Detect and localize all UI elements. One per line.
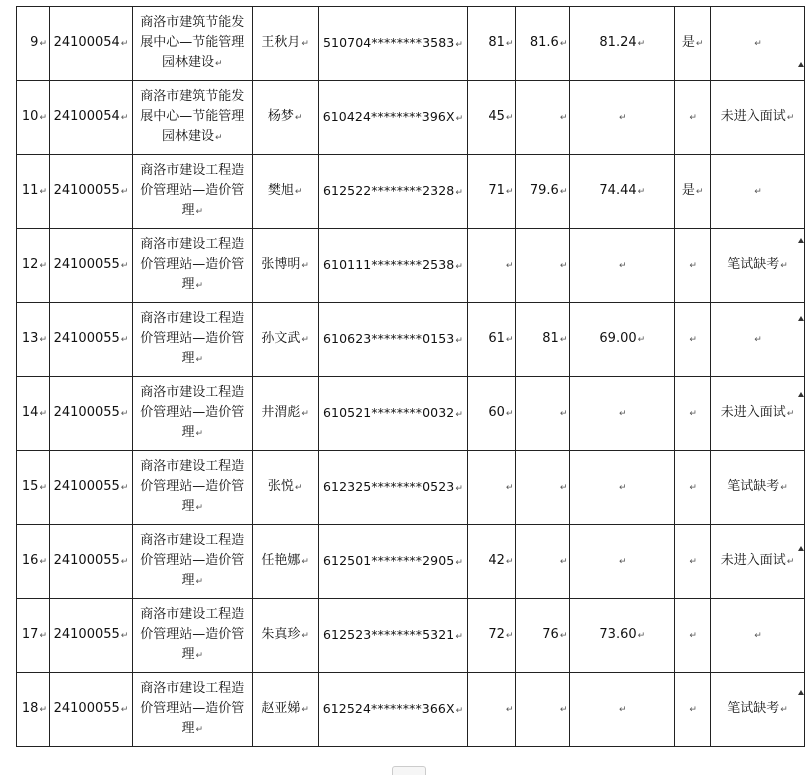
paragraph-mark-icon: ↵: [195, 577, 204, 587]
paragraph-mark-icon: ↵: [637, 631, 646, 641]
id-cell: [318, 7, 468, 81]
paragraph-mark-icon: ↵: [294, 483, 303, 493]
unit-text: 商洛市建设工程造价管理站—造价管理: [140, 385, 245, 440]
paragraph-mark-icon: ↵: [619, 705, 627, 715]
physical-cell: [675, 81, 711, 155]
written-score-text: 71: [488, 183, 505, 198]
id-cell: [318, 673, 468, 747]
paragraph-mark-icon: ↵: [455, 187, 463, 198]
id-text: 610111********2538: [323, 256, 455, 272]
paragraph-mark-icon: ↵: [39, 39, 47, 49]
written-score-text: 45: [488, 109, 505, 124]
paragraph-marker-icon: [798, 62, 804, 67]
interview-score-cell: [516, 303, 570, 377]
paragraph-mark-icon: ↵: [301, 631, 309, 641]
paragraph-mark-icon: ↵: [455, 557, 463, 568]
written-score-text: 61: [488, 331, 505, 346]
code-cell: [49, 81, 132, 155]
id-cell: [318, 229, 468, 303]
note-text: 笔试缺考: [727, 479, 780, 494]
paragraph-mark-icon: ↵: [689, 705, 697, 715]
note-text: 未进入面试: [720, 553, 786, 568]
table-row: [17, 525, 805, 599]
code-text: 24100055: [53, 479, 120, 494]
paragraph-mark-icon: ↵: [754, 335, 762, 345]
code-cell: [49, 377, 132, 451]
seq-cell: [17, 377, 50, 451]
interview-score-text: 81: [542, 331, 559, 346]
paragraph-mark-icon: ↵: [39, 335, 47, 345]
paragraph-mark-icon: ↵: [120, 409, 129, 419]
seq-text: 12: [21, 257, 39, 272]
note-text: 笔试缺考: [727, 257, 780, 272]
written-score-cell: [468, 155, 516, 229]
total-score-cell: [570, 599, 675, 673]
table-row: [17, 673, 805, 747]
paragraph-mark-icon: ↵: [195, 651, 204, 661]
paragraph-mark-icon: ↵: [689, 483, 697, 493]
unit-cell: [132, 525, 252, 599]
paragraph-mark-icon: ↵: [195, 503, 204, 513]
name-text: 朱真珍: [261, 627, 301, 642]
interview-score-cell: [516, 7, 570, 81]
name-text: 井渭彪: [261, 405, 301, 420]
paragraph-mark-icon: ↵: [619, 557, 627, 567]
code-cell: [49, 525, 132, 599]
table-row: [17, 599, 805, 673]
paragraph-mark-icon: ↵: [780, 261, 788, 271]
paragraph-mark-icon: ↵: [505, 113, 514, 123]
id-text: 610623********0153: [323, 330, 455, 346]
paragraph-mark-icon: ↵: [505, 705, 514, 715]
name-cell: [252, 155, 318, 229]
paragraph-mark-icon: ↵: [120, 631, 129, 641]
paragraph-mark-icon: ↵: [39, 409, 47, 419]
total-score-cell: [570, 377, 675, 451]
unit-text: 商洛市建设工程造价管理站—造价管理: [140, 533, 245, 588]
seq-text: 18: [21, 701, 39, 716]
seq-text: 10: [21, 109, 39, 124]
code-text: 24100055: [53, 257, 120, 272]
total-score-cell: [570, 229, 675, 303]
paragraph-mark-icon: ↵: [294, 187, 303, 197]
paragraph-mark-icon: ↵: [195, 725, 204, 735]
name-cell: [252, 81, 318, 155]
name-cell: [252, 525, 318, 599]
unit-cell: [132, 303, 252, 377]
written-score-text: 72: [488, 627, 505, 642]
paragraph-mark-icon: ↵: [120, 335, 129, 345]
paragraph-mark-icon: ↵: [215, 133, 223, 143]
paragraph-mark-icon: ↵: [689, 409, 697, 419]
written-score-text: 42: [488, 553, 505, 568]
name-text: 张悦: [267, 479, 294, 494]
paragraph-mark-icon: ↵: [619, 261, 627, 271]
unit-cell: [132, 155, 252, 229]
seq-cell: [17, 599, 50, 673]
paragraph-mark-icon: ↵: [455, 335, 463, 346]
id-cell: [318, 303, 468, 377]
paragraph-mark-icon: ↵: [120, 187, 129, 197]
total-score-cell: [570, 81, 675, 155]
paragraph-mark-icon: ↵: [455, 483, 463, 494]
note-text: 笔试缺考: [727, 701, 780, 716]
written-score-cell: [468, 81, 516, 155]
paragraph-mark-icon: ↵: [120, 557, 129, 567]
id-cell: [318, 599, 468, 673]
paragraph-mark-icon: ↵: [754, 39, 762, 49]
paragraph-mark-icon: ↵: [559, 705, 568, 715]
written-score-cell: [468, 303, 516, 377]
paragraph-mark-icon: ↵: [786, 409, 795, 419]
paragraph-mark-icon: ↵: [637, 187, 646, 197]
paragraph-mark-icon: ↵: [301, 557, 309, 567]
unit-cell: [132, 451, 252, 525]
unit-cell: [132, 599, 252, 673]
paragraph-mark-icon: ↵: [637, 39, 646, 49]
paragraph-mark-icon: ↵: [505, 335, 514, 345]
written-score-text: 81: [488, 35, 505, 50]
id-cell: [318, 377, 468, 451]
physical-cell: [675, 7, 711, 81]
code-text: 24100054: [53, 109, 120, 124]
total-score-text: 81.24: [599, 35, 637, 50]
unit-text: 商洛市建设工程造价管理站—造价管理: [140, 681, 245, 736]
written-score-cell: [468, 673, 516, 747]
table-row: [17, 81, 805, 155]
id-text: 610521********0032: [323, 404, 455, 420]
interview-score-cell: [516, 229, 570, 303]
name-cell: [252, 377, 318, 451]
name-text: 张博明: [261, 257, 301, 272]
note-text: 未进入面试: [720, 109, 786, 124]
table-row: [17, 303, 805, 377]
table-row: [17, 377, 805, 451]
seq-text: 14: [21, 405, 39, 420]
note-cell: [711, 7, 805, 81]
paragraph-mark-icon: ↵: [689, 557, 697, 567]
code-cell: [49, 7, 132, 81]
unit-text: 商洛市建设工程造价管理站—造价管理: [140, 607, 245, 662]
id-text: 612325********0523: [323, 478, 455, 494]
unit-text: 商洛市建筑节能发展中心—节能管理园林建设: [140, 15, 245, 70]
paragraph-mark-icon: ↵: [505, 409, 514, 419]
total-score-text: 74.44: [599, 183, 637, 198]
paragraph-mark-icon: ↵: [455, 261, 463, 272]
name-text: 杨梦: [267, 109, 294, 124]
paragraph-marker-icon: [798, 392, 804, 397]
note-cell: [711, 229, 805, 303]
name-cell: [252, 451, 318, 525]
seq-cell: [17, 155, 50, 229]
paragraph-mark-icon: ↵: [619, 409, 627, 419]
interview-score-text: 76: [542, 627, 559, 642]
paragraph-mark-icon: ↵: [455, 39, 463, 50]
paragraph-mark-icon: ↵: [559, 113, 568, 123]
physical-cell: [675, 525, 711, 599]
id-text: 612501********2905: [323, 552, 455, 568]
written-score-cell: [468, 451, 516, 525]
paragraph-mark-icon: ↵: [689, 631, 697, 641]
unit-text: 商洛市建设工程造价管理站—造价管理: [140, 163, 245, 218]
paragraph-mark-icon: ↵: [455, 631, 463, 642]
paragraph-mark-icon: ↵: [455, 409, 463, 420]
code-cell: [49, 229, 132, 303]
paragraph-marker-icon: [798, 316, 804, 321]
interview-score-cell: [516, 451, 570, 525]
note-text: 未进入面试: [720, 405, 786, 420]
id-cell: [318, 525, 468, 599]
code-text: 24100055: [53, 331, 120, 346]
paragraph-mark-icon: ↵: [786, 113, 795, 123]
paragraph-mark-icon: ↵: [505, 557, 514, 567]
seq-text: 11: [21, 183, 39, 198]
interview-score-cell: [516, 525, 570, 599]
paragraph-mark-icon: ↵: [780, 705, 788, 715]
paragraph-marker-icon: [798, 690, 804, 695]
physical-cell: [675, 451, 711, 525]
seq-cell: [17, 81, 50, 155]
paragraph-mark-icon: ↵: [689, 113, 697, 123]
note-cell: [711, 599, 805, 673]
paragraph-mark-icon: ↵: [505, 631, 514, 641]
total-score-cell: [570, 7, 675, 81]
paragraph-mark-icon: ↵: [455, 705, 464, 716]
note-cell: [711, 81, 805, 155]
seq-cell: [17, 451, 50, 525]
written-score-cell: [468, 229, 516, 303]
table-row: [17, 451, 805, 525]
code-cell: [49, 155, 132, 229]
code-text: 24100055: [53, 405, 120, 420]
name-cell: [252, 599, 318, 673]
paragraph-mark-icon: ↵: [619, 483, 627, 493]
paragraph-mark-icon: ↵: [39, 705, 47, 715]
code-cell: [49, 303, 132, 377]
results-table-container: [16, 6, 805, 747]
unit-text: 商洛市建设工程造价管理站—造价管理: [140, 459, 245, 514]
unit-text: 商洛市建设工程造价管理站—造价管理: [140, 311, 245, 366]
note-cell: [711, 525, 805, 599]
table-row: [17, 155, 805, 229]
paragraph-mark-icon: ↵: [215, 59, 223, 69]
total-score-cell: [570, 673, 675, 747]
code-text: 24100055: [53, 553, 120, 568]
table-row: [17, 7, 805, 81]
seq-text: 17: [21, 627, 39, 642]
note-cell: [711, 673, 805, 747]
name-cell: [252, 303, 318, 377]
seq-text: 16: [21, 553, 39, 568]
scroll-tab-handle[interactable]: [392, 766, 426, 775]
physical-cell: [675, 377, 711, 451]
paragraph-mark-icon: ↵: [120, 113, 129, 123]
seq-text: 15: [21, 479, 39, 494]
paragraph-mark-icon: ↵: [505, 261, 514, 271]
id-cell: [318, 155, 468, 229]
name-cell: [252, 7, 318, 81]
paragraph-mark-icon: ↵: [120, 483, 129, 493]
interview-score-cell: [516, 599, 570, 673]
paragraph-mark-icon: ↵: [559, 335, 568, 345]
paragraph-mark-icon: ↵: [301, 335, 309, 345]
paragraph-mark-icon: ↵: [195, 355, 204, 365]
paragraph-mark-icon: ↵: [505, 483, 514, 493]
paragraph-mark-icon: ↵: [559, 557, 568, 567]
unit-cell: [132, 7, 252, 81]
id-cell: [318, 451, 468, 525]
physical-cell: [675, 229, 711, 303]
results-table: [16, 6, 805, 747]
total-score-text: 73.60: [599, 627, 637, 642]
unit-text: 商洛市建筑节能发展中心—节能管理园林建设: [140, 89, 245, 144]
physical-text: 是: [681, 183, 695, 198]
unit-cell: [132, 81, 252, 155]
code-text: 24100055: [53, 183, 120, 198]
unit-cell: [132, 377, 252, 451]
paragraph-mark-icon: ↵: [754, 631, 762, 641]
total-score-cell: [570, 451, 675, 525]
seq-text: 9: [30, 35, 39, 50]
paragraph-mark-icon: ↵: [689, 335, 697, 345]
interview-score-cell: [516, 81, 570, 155]
seq-text: 13: [21, 331, 39, 346]
table-row: [17, 229, 805, 303]
id-text: 510704********3583: [323, 34, 455, 50]
paragraph-mark-icon: ↵: [559, 39, 568, 49]
paragraph-mark-icon: ↵: [695, 187, 704, 197]
code-text: 24100054: [53, 35, 120, 50]
name-text: 樊旭: [267, 183, 294, 198]
paragraph-mark-icon: ↵: [195, 207, 204, 217]
id-text: 610424********396X: [322, 108, 455, 124]
written-score-cell: [468, 377, 516, 451]
interview-score-cell: [516, 155, 570, 229]
seq-cell: [17, 525, 50, 599]
paragraph-mark-icon: ↵: [559, 483, 568, 493]
total-score-cell: [570, 303, 675, 377]
paragraph-marker-icon: [798, 546, 804, 551]
id-text: 612523********5321: [323, 626, 455, 642]
paragraph-mark-icon: ↵: [195, 281, 204, 291]
interview-score-cell: [516, 377, 570, 451]
paragraph-mark-icon: ↵: [39, 557, 47, 567]
paragraph-mark-icon: ↵: [39, 113, 47, 123]
physical-cell: [675, 673, 711, 747]
paragraph-mark-icon: ↵: [301, 39, 309, 49]
id-cell: [318, 81, 468, 155]
table-body: [17, 7, 805, 747]
name-cell: [252, 229, 318, 303]
total-score-cell: [570, 525, 675, 599]
paragraph-mark-icon: ↵: [695, 39, 704, 49]
paragraph-mark-icon: ↵: [559, 409, 568, 419]
name-text: 任艳娜: [261, 553, 301, 568]
paragraph-mark-icon: ↵: [195, 429, 204, 439]
unit-cell: [132, 673, 252, 747]
paragraph-mark-icon: ↵: [689, 261, 697, 271]
written-score-cell: [468, 525, 516, 599]
id-text: 612524********366X: [322, 700, 455, 716]
seq-cell: [17, 7, 50, 81]
paragraph-mark-icon: ↵: [39, 483, 47, 493]
name-text: 王秋月: [261, 35, 301, 50]
total-score-text: 69.00: [599, 331, 637, 346]
paragraph-mark-icon: ↵: [559, 631, 568, 641]
paragraph-mark-icon: ↵: [505, 39, 514, 49]
paragraph-mark-icon: ↵: [301, 705, 309, 715]
written-score-cell: [468, 7, 516, 81]
name-text: 孙文武: [261, 331, 301, 346]
interview-score-cell: [516, 673, 570, 747]
paragraph-mark-icon: ↵: [786, 557, 795, 567]
paragraph-mark-icon: ↵: [39, 631, 47, 641]
interview-score-text: 81.6: [529, 35, 559, 50]
note-cell: [711, 377, 805, 451]
code-cell: [49, 599, 132, 673]
code-cell: [49, 673, 132, 747]
seq-cell: [17, 229, 50, 303]
name-text: 赵亚娣: [261, 701, 301, 716]
note-cell: [711, 303, 805, 377]
seq-cell: [17, 303, 50, 377]
code-text: 24100055: [53, 627, 120, 642]
physical-cell: [675, 303, 711, 377]
paragraph-marker-icon: [798, 238, 804, 243]
physical-cell: [675, 155, 711, 229]
seq-cell: [17, 673, 50, 747]
written-score-cell: [468, 599, 516, 673]
written-score-text: 60: [488, 405, 505, 420]
physical-text: 是: [681, 35, 695, 50]
paragraph-mark-icon: ↵: [780, 483, 788, 493]
paragraph-mark-icon: ↵: [619, 113, 627, 123]
paragraph-mark-icon: ↵: [505, 187, 514, 197]
paragraph-mark-icon: ↵: [455, 113, 464, 124]
paragraph-mark-icon: ↵: [754, 187, 762, 197]
note-cell: [711, 155, 805, 229]
paragraph-mark-icon: ↵: [559, 261, 568, 271]
name-cell: [252, 673, 318, 747]
paragraph-mark-icon: ↵: [559, 187, 568, 197]
paragraph-mark-icon: ↵: [120, 39, 129, 49]
note-cell: [711, 451, 805, 525]
code-cell: [49, 451, 132, 525]
total-score-cell: [570, 155, 675, 229]
unit-cell: [132, 229, 252, 303]
paragraph-mark-icon: ↵: [39, 261, 47, 271]
code-text: 24100055: [53, 701, 120, 716]
unit-text: 商洛市建设工程造价管理站—造价管理: [140, 237, 245, 292]
paragraph-mark-icon: ↵: [120, 705, 129, 715]
paragraph-mark-icon: ↵: [301, 261, 309, 271]
paragraph-mark-icon: ↵: [637, 335, 646, 345]
paragraph-mark-icon: ↵: [120, 261, 129, 271]
paragraph-mark-icon: ↵: [39, 187, 47, 197]
id-text: 612522********2328: [323, 182, 455, 198]
physical-cell: [675, 599, 711, 673]
interview-score-text: 79.6: [529, 183, 559, 198]
paragraph-mark-icon: ↵: [294, 113, 303, 123]
paragraph-mark-icon: ↵: [301, 409, 309, 419]
